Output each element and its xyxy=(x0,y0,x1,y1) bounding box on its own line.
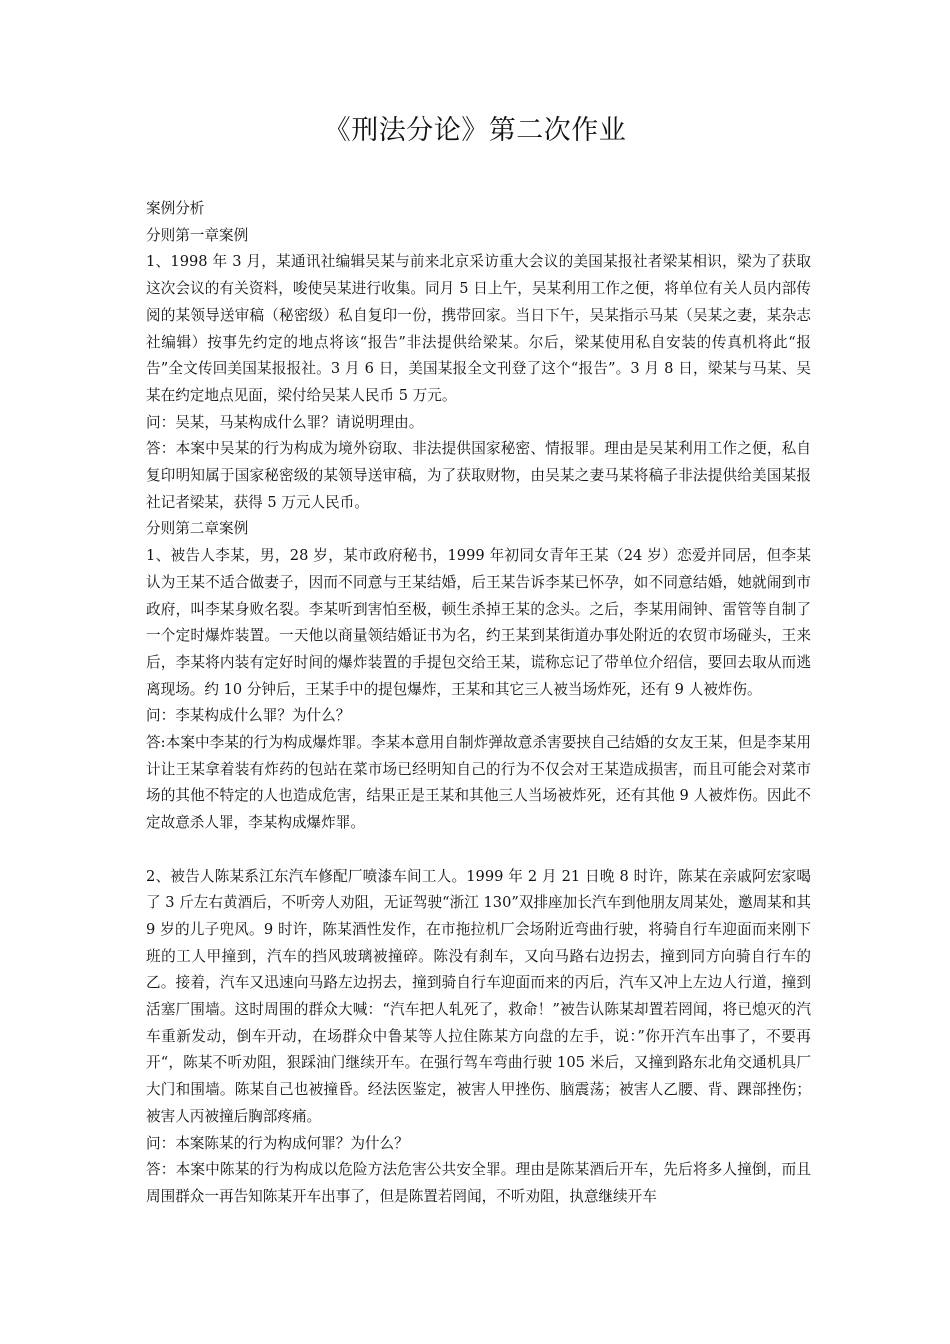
case2-1-question: 问：李某构成什么罪？为什么？ xyxy=(146,707,351,725)
case1-1-text: 1、1998 年 3 月，某通讯社编辑吴某与前来北京采访重大会议的美国某报社者梁某相识，梁为了获取这次会议的有关资料，唆使吴某进行收集。同月 5 日上午，吴某利用工作之便，将单位有关人员内部传阅的某领导送审稿（秘密级）私自复印一份，携带回家。当日下午，吴某指示马某（吴某之妻，某杂志社编辑）按事先约定的地点将该“报告”非法提供给梁某。尔后，梁某使用私自安装的传真机将此“报告”全文传回美国某报报社。3 月 6 日，美国某报全文刊登了这个“报告”。3 月 8 日，梁某与马某、吴某在约定地点见面，梁付给吴某人民币 5 万元。 xyxy=(146,253,812,404)
chapter1-heading: 分则第一章案例 xyxy=(146,226,249,244)
case1-1-answer: 答：本案中吴某的行为构成为境外窃取、非法提供国家秘密、情报罪。理由是吴某利用工作之便，私自复印明知属于国家秘密级的某领导送审稿，为了获取财物，由吴某之妻马某将稿子非法提供给美国某报社记者梁某，获得 5 万元人民币。 xyxy=(146,440,811,511)
case2-1-text: 1、被告人李某，男，28 岁，某市政府秘书，1999 年初同女青年王某（24 岁）恋爱并同居，但李某认为王某不适合做妻子，因而不同意与王某结婚，后王某告诉李某已怀孕，如不同意结婚，她就闹到市政府，叫李某身败名裂。李某听到害怕至极，顿生杀掉王某的念头。之后，李某用闹钟、雷管等自制了一个定时爆炸装置。一天他以商量领结婚证书为名，约王某到某街道办事处附近的农贸市场碰头，王来后，李某将内装有定好时间的爆炸装置的手提包交给王某，谎称忘记了带单位介绍信，要回去取从而逃离现场。约 10 分钟后，王某手中的提包爆炸，王某和其它三人被当场炸死，还有 9 人被炸伤。 xyxy=(146,547,811,698)
paragraph-spacer xyxy=(146,837,811,864)
document-body xyxy=(146,196,811,1211)
case2-2-question: 问：本案陈某的行为构成何罪？为什么？ xyxy=(146,1134,409,1152)
case2-1-answer: 答:本案中李某的行为构成爆炸罪。李某本意用自制炸弹故意杀害要挟自己结婚的女友王某，但是李某用计让王某拿着装有炸药的包站在菜市场已经明知自己的行为不仅会对王某造成损害，而且可能会对菜市场的其他不特定的人也造成危害，结果正是王某和其他三人当场被炸死，还有其他 9 人被炸伤。因此不定故意杀人罪，李某构成爆炸罪。 xyxy=(146,734,811,832)
section-label: 案例分析 xyxy=(146,200,205,217)
case2-2-text: 2、被告人陈某系江东汽车修配厂喷漆车间工人。1999 年 2 月 21 日晚 8 时许，陈某在亲戚阿宏家喝了 3 斤左右黄酒后，不听旁人劝阻，无证驾驶“浙江 130”双排座加长汽车到他朋友周某处，邀周某和其 9 岁的儿子兜风。9 时许，陈某酒性发作，在市拖拉机厂会场附近弯曲行驶，将骑自行车迎面而来刚下班的工人甲撞到，汽车的挡风玻璃被撞碎。陈没有刹车，又向马路右边拐去，撞到同方向骑自行车的乙。接着，汽车又迅速向马路左边拐去，撞到骑自行车迎面而来的丙后，汽车又冲上左边人行道，撞到活塞厂围墙。这时周围的群众大喊：“汽车把人轧死了，救命！”被告认陈某却置若罔闻，将已熄灭的汽车重新发动，倒车开动，在场群众中鲁某等人拉住陈某方向盘的左手，说：”你开汽车出事了，不要再开“，陈某不听劝阻，狠踩油门继续开车。在强行驾车弯曲行驶 105 米后，又撞到路东北角交通机具厂大门和围墙。陈某自己也被撞昏。经法医鉴定，被害人甲挫伤、脑震荡；被害人乙腰、背、踝部挫伤；被害人丙被撞后胸部疼痛。 xyxy=(146,867,811,1125)
page-title: 《刑法分论》第二次作业 xyxy=(323,115,627,146)
case2-2-answer: 答：本案中陈某的行为构成以危险方法危害公共安全罪。理由是陈某酒后开车，先后将多人撞倒，而且周围群众一再告知陈某开车出事了，但是陈置若罔闻，不听劝阻，执意继续开车 xyxy=(146,1161,811,1205)
case1-1-question: 问：吴某，马某构成什么罪？请说明理由。 xyxy=(146,413,424,431)
chapter2-heading: 分则第二章案例 xyxy=(146,520,249,538)
